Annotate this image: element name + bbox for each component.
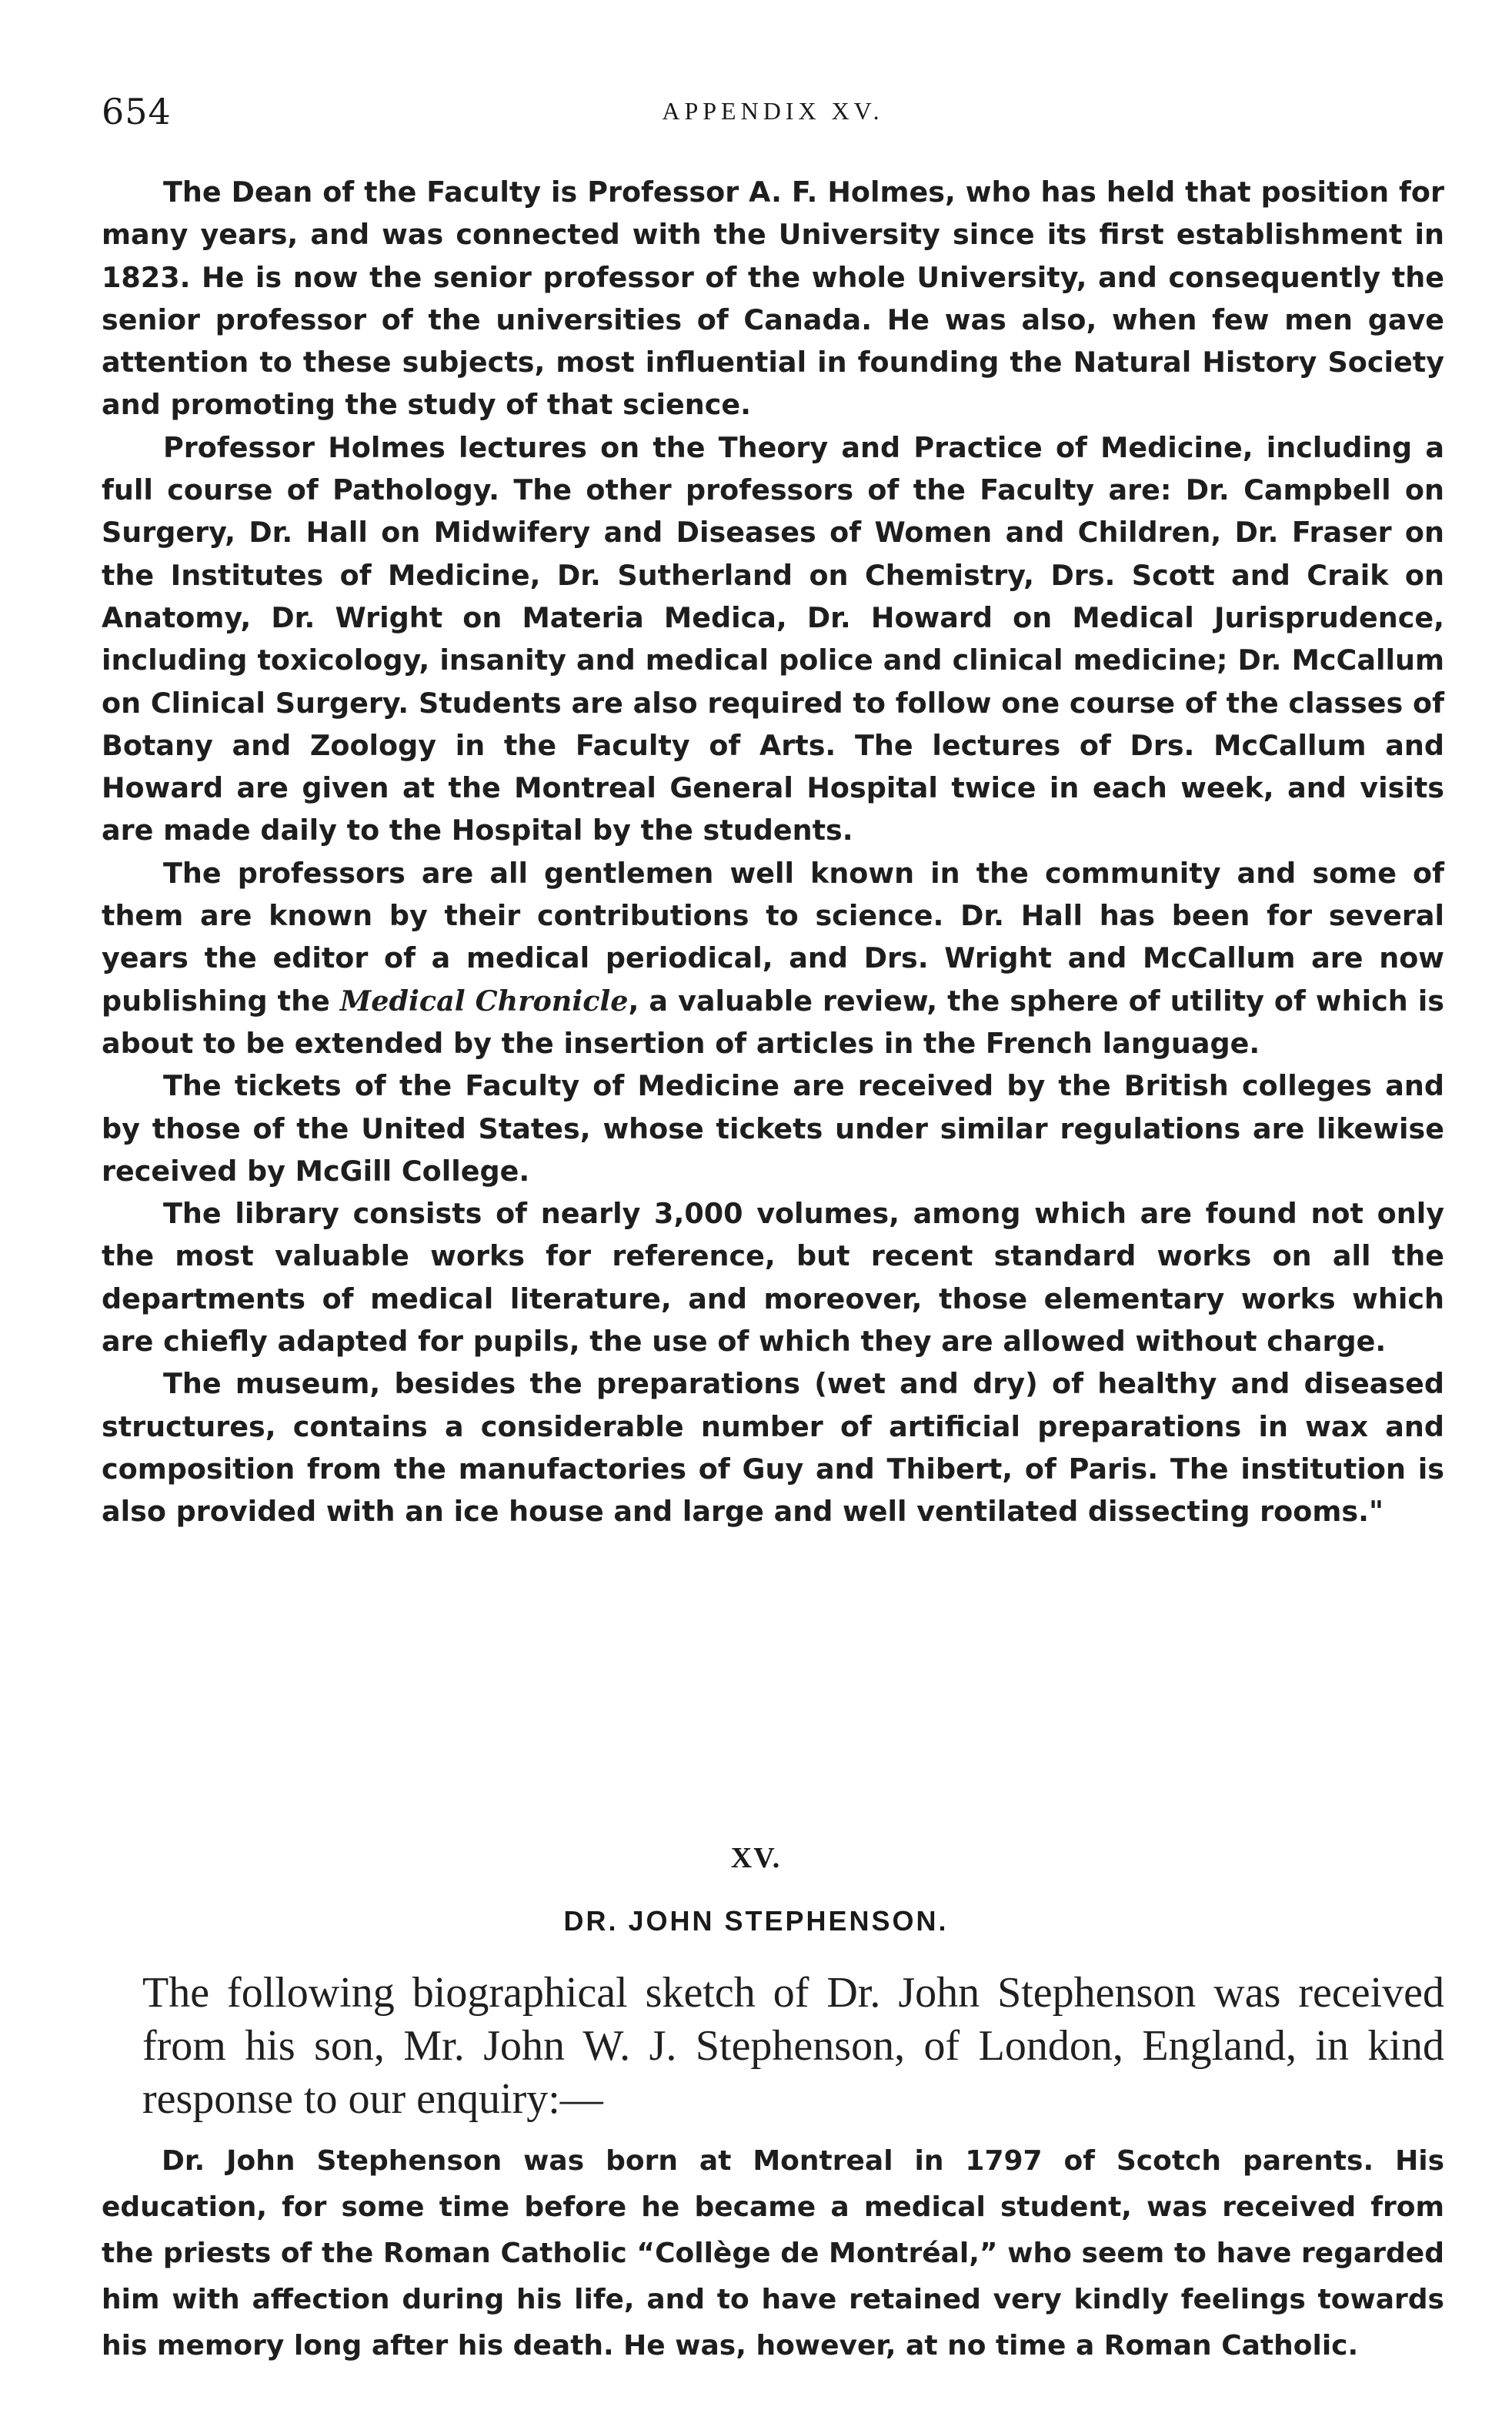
biography-text <box>102 2138 1444 2369</box>
intro-paragraph: The following biographical sketch of Dr. John Stephenson was received from his son, Mr. John W. J. Stephenson, of London, England, in kind response to our enquiry:— <box>142 1969 1444 2123</box>
paragraph-professors: Professor Holmes lectures on the Theory and Practice of Medicine, including a full course of Pathology. The other professors of the Faculty are: Dr. Campbell on Surgery, Dr. Hall on Midwifery and Diseases of Women and Children, Dr. Fraser on the Institutes of Medicine, Dr. Sutherland on Chemistry, Drs. Scott and Craik on Anatomy, Dr. Wright on Materia Medica, Dr. Howard on Medical Jurisprudence, including toxicology, insanity and medical police and clinical medicine; Dr. McCallum on Clinical Surgery. Students are also required to follow one course of the classes of Botany and Zoology in the Faculty of Arts. The lectures of Drs. McCallum and Howard are given at the Montreal General Hospital twice in each week, and visits are made daily to the Hospital by the students. <box>102 430 1444 847</box>
intro-sentence <box>142 1967 1444 2126</box>
paragraph-museum: The museum, besides the preparations (wet and dry) of healthy and diseased structures, contains a considerable number of artificial preparations in wax and composition from the manufactories of Guy and Thibert, of Paris. The institution is also provided with an ice house and large and well ventilated dissecting rooms." <box>102 1367 1444 1529</box>
journal-title: Medical Chronicle <box>339 984 629 1018</box>
paragraph-dean: The Dean of the Faculty is Professor A. F. Holmes, who has held that position for many years, and was connected with the University since its first establishment in 1823. He is now the senior professor of the whole University, and consequently the senior professor of the universities of Canada. He was also, when few men gave attention to these subjects, most influential in founding the Natural History Society and promoting the study of that science. <box>102 175 1444 422</box>
paragraph-tickets: The tickets of the Faculty of Medicine are received by the British colleges and by those of the United States, whose tickets under similar regulations are likewise received by McGill College. <box>102 1069 1444 1188</box>
running-head: APPENDIX XV. <box>662 97 884 125</box>
quoted-description <box>102 171 1444 1533</box>
paragraph-birth: Dr. John Stephenson was born at Montreal in 1797 of Scotch parents. His education, for some time before he became a medical student, was received from the priests of the Roman Catholic “Collège de Montréal,” who seem to have regarded him with affection during his life, and to have retained very kindly feelings towards his memory long after his death. He was, however, at no time a Roman Catholic. <box>102 2145 1444 2362</box>
page-number: 654 <box>102 91 172 132</box>
section-title: DR. JOHN STEPHENSON. <box>563 1905 949 1937</box>
paragraph-text: The professors are all gentlemen well known in the community and some of them are known by their contributions to science. Dr. Hall has been for several years the editor of a medical periodical, and Drs. Wright and McCallum are now publishing the <box>102 856 1444 1018</box>
paragraph-contributions <box>102 852 1444 1065</box>
page-header <box>102 91 1444 137</box>
paragraph-library: The library consists of nearly 3,000 volumes, among which are found not only the most valuable works for reference, but recent standard works on all the departments of medical literature, and moreover, those elementary works which are chiefly adapted for pupils, the use of which they are allowed without charge. <box>102 1197 1444 1359</box>
paragraph-text: , a valuable review, the sphere of utility of which is about to be extended by the insertion of articles in the French language. <box>102 984 1445 1060</box>
section-number: XV. <box>730 1842 782 1874</box>
